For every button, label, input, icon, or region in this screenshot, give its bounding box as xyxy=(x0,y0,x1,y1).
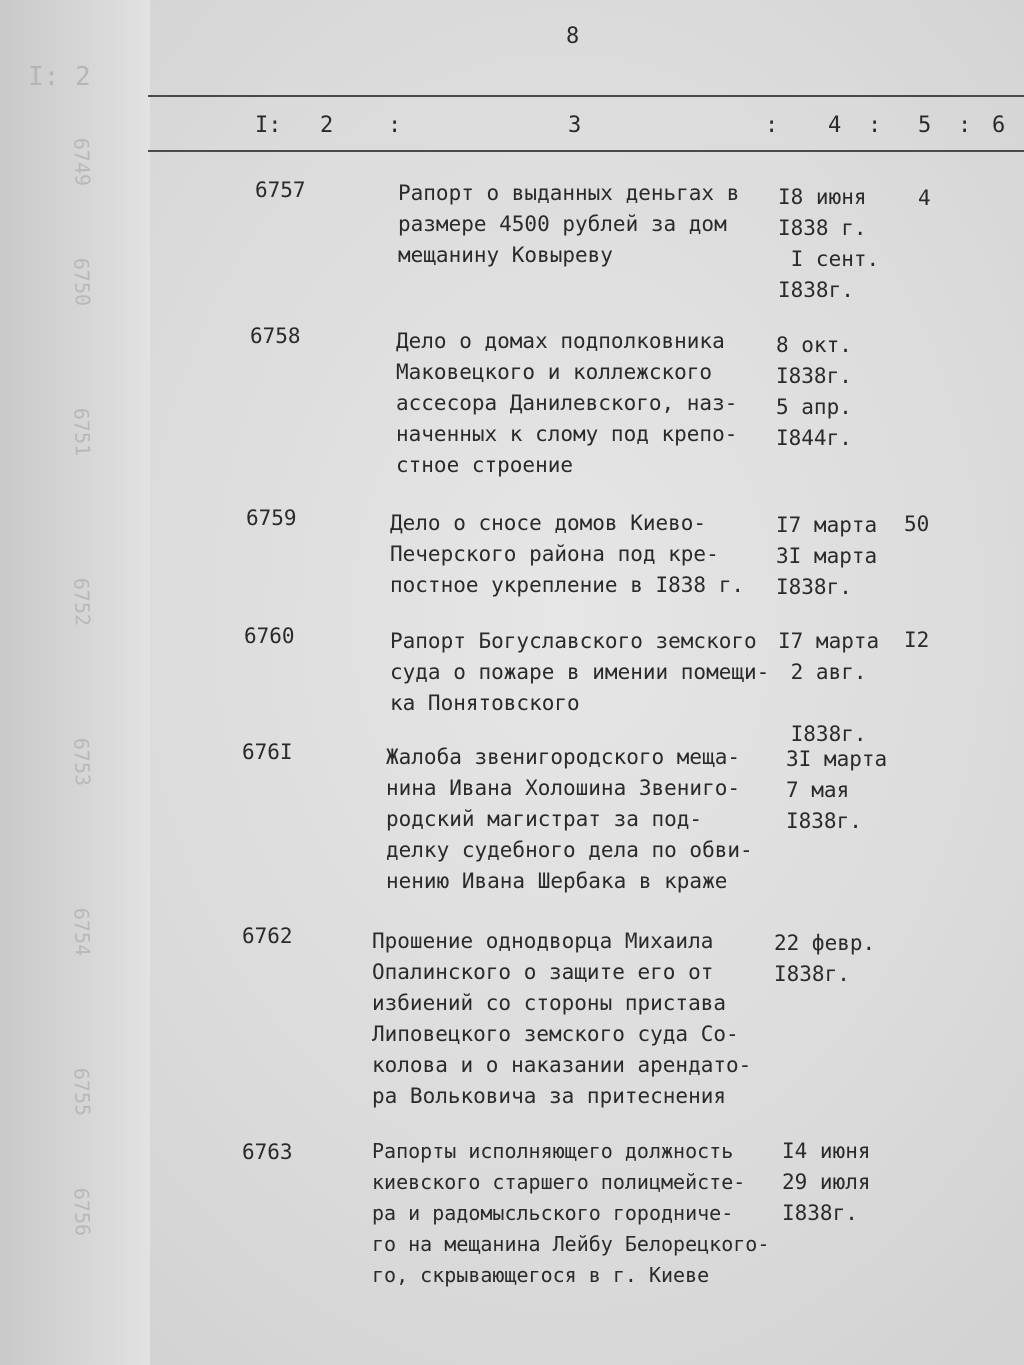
entry-dates: 22 февр. I838г. xyxy=(774,931,876,986)
header-top-rule xyxy=(148,95,1024,97)
column-header-1: I: xyxy=(255,113,282,138)
ghost-number: 6751 xyxy=(69,407,95,457)
entry-number: 6758 xyxy=(250,324,301,348)
entry-sheets: 50 xyxy=(904,512,930,536)
entry-dates: I7 марта 3I марта I838г. xyxy=(776,513,878,599)
ghost-number: 6754 xyxy=(69,907,95,957)
entry-number: 6760 xyxy=(244,624,295,648)
ghost-number: 6756 xyxy=(69,1187,95,1237)
entry-dates: I8 июня I838 г. I сент. I838г. xyxy=(778,185,880,302)
column-header-2: 2 xyxy=(320,113,334,138)
ghost-number: 6752 xyxy=(69,577,95,627)
page-number: 8 xyxy=(566,24,580,49)
ghost-number: 6749 xyxy=(69,137,95,187)
ghost-number: 6750 xyxy=(69,257,95,307)
column-separator: : xyxy=(958,113,972,138)
entry-description: Рапорты исполняющего должность киевского старшего полицмейсте- ра и радомысльского городниче- го на мещанина Лейбу Белорецкого- го, скрывающегося в г. Киеве xyxy=(372,1139,770,1287)
column-separator: : xyxy=(868,113,882,138)
entry-sheets: I2 xyxy=(904,628,930,652)
entry-number: 6763 xyxy=(242,1140,293,1164)
entry-number: 6757 xyxy=(255,178,306,202)
entry-dates: I7 марта 2 авг. I838г. xyxy=(778,629,880,746)
previous-page-margin xyxy=(0,0,150,1365)
entry-dates: I4 июня 29 июля I838г. xyxy=(782,1139,871,1225)
ghost-number: 6755 xyxy=(69,1067,95,1117)
entry-description: Рапорт Богуславского земского суда о пожаре в имении помещи- ка Понятовского xyxy=(390,629,770,715)
entry-number: 676I xyxy=(242,740,293,764)
header-bottom-rule xyxy=(148,150,1024,152)
ghost-number: 6753 xyxy=(69,737,95,787)
column-separator: : xyxy=(765,113,779,138)
entry-description: Рапорт о выданных деньгах в размере 4500 рублей за дом мещанину Ковыреву xyxy=(398,181,740,267)
entry-description: Дело о сносе домов Киево- Печерского района под кре- постное укрепление в I838 г. xyxy=(390,511,745,597)
entry-description: Дело о домах подполковника Маковецкого и коллежского ассесора Данилевского, наз- наченных к слому под крепо- стное строение xyxy=(396,329,738,477)
entry-description: Жалоба звенигородского меща- нина Ивана Холошина Звениго- родский магистрат за под- делку судебного дела по обви- нению Ивана Шербака в краже xyxy=(386,745,753,893)
column-header-6: 6 xyxy=(992,113,1006,138)
entry-number: 6759 xyxy=(246,506,297,530)
entry-dates: 8 окт. I838г. 5 апр. I844г. xyxy=(776,333,852,450)
entry-description: Прошение однодворца Михаила Опалинского о защите его от избиений со стороны пристава Липовецкого земского суда Со- колова и о наказании арендато- ра Вольковича за притеснения xyxy=(372,929,752,1108)
column-header-4: 4 xyxy=(828,113,842,138)
entry-number: 6762 xyxy=(242,924,293,948)
ghost-column-header: I: 2 xyxy=(28,62,91,92)
column-header-3: 3 xyxy=(568,113,582,138)
column-separator: : xyxy=(388,113,402,138)
entry-sheets: 4 xyxy=(918,186,931,210)
entry-dates: 3I марта 7 мая I838г. xyxy=(786,747,888,833)
column-header-5: 5 xyxy=(918,113,932,138)
